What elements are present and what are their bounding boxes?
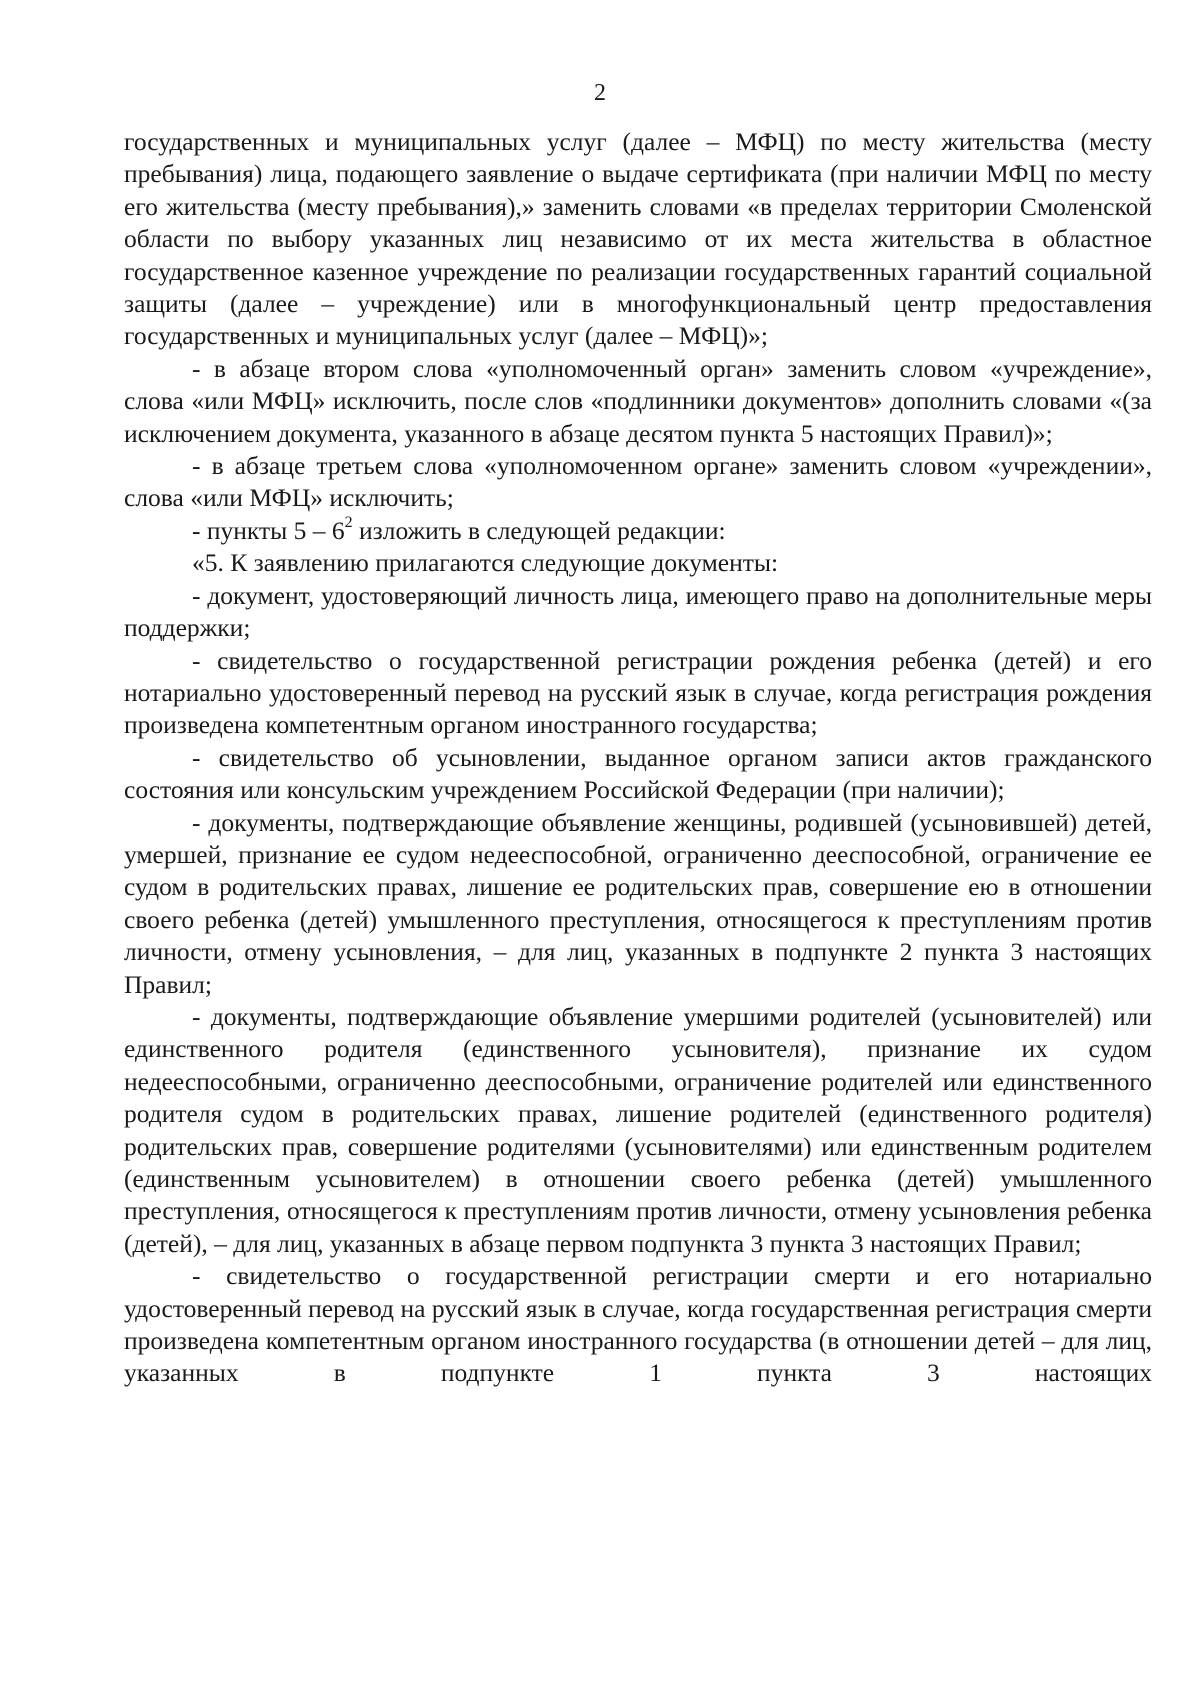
paragraph-punkty-5-6: [124, 515, 1152, 547]
paragraph-abzac-tretiem: - в абзаце третьем слова «уполномоченном органе» заменить словом «учреждении», слова «или МФЦ» исключить;: [124, 451, 1152, 513]
paragraph-document-identity: - документ, удостоверяющий личность лица, имеющего право на дополнительные меры поддержки;: [124, 580, 1152, 643]
paragraph-adoption-certificate: - свидетельство об усыновлении, выданное органом записи актов гражданского состояния или консульским учреждением Российской Федерации (при наличии);: [124, 742, 1152, 805]
paragraph-birth-certificate: - свидетельство о государственной регистрации рождения ребенка (детей) и его нотариально удостоверенный перевод на русский язык в случае, когда регистрация рождения произведена компетентным органом иностранного государства;: [124, 645, 1152, 740]
page-number: 2: [594, 80, 606, 106]
paragraph-continuation: государственных и муниципальных услуг (далее – МФЦ) по месту жительства (месту пребывания) лица, подающего заявление о выдаче сертификата (при наличии МФЦ по месту его жительства (месту пребывания),» заменить словами «в пределах территории Смоленской области по выбору указанных лиц независимо от их места жительства в областное государственное казенное учреждение по реализации государственных гарантий социальной защиты (далее – учреждение) или в многофункциональный центр предоставления государственных и муниципальных услуг (далее – МФЦ)»;: [124, 127, 1152, 351]
paragraph-documents-parents: - документы, подтверждающие объявление умершими родителей (усыновителей) или единственного родителя (единственного усыновителя), признание их судом недееспособными, ограниченно дееспособными, ограничение родителей или единственного родителя судом в родительских правах, лишение родителей (единственного родителя) родительских прав, совершение родителями (усыновителями) или единственным родителем (единственным усыновителем) в отношении своего ребенка (детей) умышленного преступления, относящегося к преступлениям против личности, отмену усыновления ребенка (детей), – для лиц, указанных в абзаце первом подпункта 3 пункта 3 настоящих Правил;: [124, 1001, 1152, 1258]
paragraph-documents-woman: - документы, подтверждающие объявление женщины, родившей (усыновившей) детей, умершей, признание ее судом недееспособной, ограниченно дееспособной, ограничение ее судом в родительских правах, лишение ее родительских прав, совершение ею в отношении своего ребенка (детей) умышленного преступления, относящегося к преступлениям против личности, отмену усыновления, – для лиц, указанных в подпункте 2 пункта 3 настоящих Правил;: [124, 807, 1152, 999]
paragraph-abzac-vtorom: - в абзаце втором слова «уполномоченный орган» заменить словом «учреждение», слова «или МФЦ» исключить, после слов «подлинники документов» дополнить словами «(за исключением документа, указанного в абзаце десятом пункта 5 настоящих Правил)»;: [124, 353, 1152, 448]
paragraph-punkty-text-before: - пункты 5 – 6: [192, 515, 345, 545]
paragraph-punkty-text-after: изложить в следующей редакции:: [352, 515, 726, 545]
document-body: [124, 126, 1152, 1390]
paragraph-punkt-5: «5. К заявлению прилагаются следующие документы:: [192, 548, 779, 578]
paragraph-death-certificate: - свидетельство о государственной регистрации смерти и его нотариально удостоверенный перевод на русский язык в случае, когда государственная регистрация смерти произведена компетентным органом иностранного государства (в отношении детей – для лиц, указанных в подпункте 1 пункта 3 настоящих: [124, 1261, 1152, 1388]
superscript-2: 2: [344, 514, 353, 532]
